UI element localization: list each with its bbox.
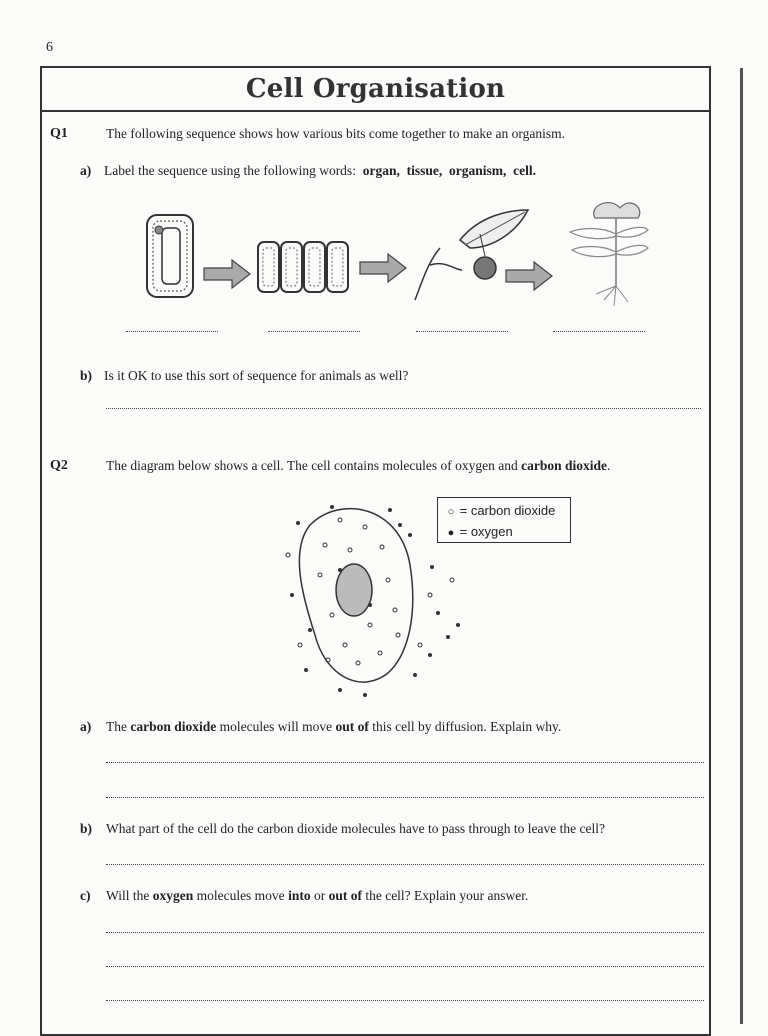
- q2a-text-1: The: [106, 719, 131, 734]
- q2-number: Q2: [50, 458, 68, 473]
- q2c-answer-line-1[interactable]: [106, 932, 704, 933]
- q2c-answer-line-3[interactable]: [106, 1000, 704, 1001]
- q2c-answer-line-2[interactable]: [106, 966, 704, 967]
- legend-item-oxygen: [446, 522, 562, 543]
- organism-sequence-diagram: [140, 190, 650, 310]
- q1-text: The following sequence shows how various bits come together to make an organism.: [106, 126, 566, 141]
- q2c-bold-1: oxygen: [152, 888, 194, 903]
- label-blank-3[interactable]: [416, 331, 508, 332]
- organism-illustration: [570, 203, 648, 306]
- q2a-text-2: molecules will move: [216, 719, 336, 734]
- word-cell: cell.: [513, 163, 536, 178]
- legend-label-carbon-dioxide: = carbon dioxide: [459, 503, 556, 518]
- arrow-2: [360, 254, 406, 282]
- q1a-text: [104, 163, 536, 179]
- q2c-text-4: the cell? Explain your answer.: [361, 888, 529, 903]
- q2a-text-3: this cell by diffusion. Explain why.: [368, 719, 562, 734]
- diagram-legend: [437, 497, 571, 543]
- q2b-label: b): [80, 821, 93, 836]
- organ-illustration: [415, 210, 528, 300]
- q2b-text: What part of the cell do the carbon dioxide molecules have to pass through to leave the cell?: [106, 821, 605, 836]
- q2-text-end: .: [607, 458, 611, 473]
- arrow-1: [204, 260, 250, 288]
- q2c-text-3: or: [310, 888, 329, 903]
- q2c-text: [106, 888, 528, 904]
- legend-item-carbon-dioxide: [446, 501, 562, 522]
- title-bar: [42, 68, 709, 112]
- q2c-label: c): [80, 888, 91, 903]
- q1b-label: b): [80, 368, 93, 383]
- q1-number: Q1: [50, 126, 68, 141]
- open-circle-icon: ○: [447, 506, 455, 518]
- label-blank-2[interactable]: [268, 331, 360, 332]
- q1b-text: Is it OK to use this sort of sequence for animals as well?: [104, 368, 409, 383]
- q2a-label: a): [80, 719, 92, 734]
- q2c-text-1: Will the: [106, 888, 153, 903]
- word-organ: organ,: [362, 163, 400, 178]
- q2c-bold-2: into: [288, 888, 311, 903]
- filled-circle-icon: ●: [447, 527, 455, 539]
- page-edge-divider: [740, 68, 743, 1024]
- page-title: Cell Organisation: [245, 74, 506, 104]
- q2c-bold-3: out of: [328, 888, 362, 903]
- label-blank-1[interactable]: [126, 331, 218, 332]
- q2a-bold-1: carbon dioxide: [130, 719, 217, 734]
- legend-label-oxygen: = oxygen: [459, 524, 513, 539]
- page-number: 6: [46, 40, 53, 55]
- q2c-text-2: molecules move: [193, 888, 289, 903]
- q2b-answer-line[interactable]: [106, 864, 704, 865]
- label-blank-4[interactable]: [553, 331, 645, 332]
- word-organism: organism,: [448, 163, 507, 178]
- cell-nucleus: [336, 564, 372, 616]
- word-tissue: tissue,: [406, 163, 443, 178]
- q2a-text: [106, 719, 561, 735]
- q1b-answer-line[interactable]: [106, 408, 701, 409]
- q2a-answer-line-1[interactable]: [106, 762, 704, 763]
- q2-text: [106, 458, 610, 474]
- tissue-illustration: [258, 242, 348, 292]
- oxygen-molecules: [290, 505, 460, 697]
- q2a-bold-2: out of: [335, 719, 369, 734]
- cell-illustration: [147, 215, 193, 297]
- q1a-instruction: Label the sequence using the following words:: [104, 163, 356, 178]
- arrow-3: [506, 262, 552, 290]
- q1a-label: a): [80, 163, 92, 178]
- q2-text-bold: carbon dioxide: [521, 458, 608, 473]
- q2-text-start: The diagram below shows a cell. The cell contains molecules of oxygen and: [106, 458, 522, 473]
- q2a-answer-line-2[interactable]: [106, 797, 704, 798]
